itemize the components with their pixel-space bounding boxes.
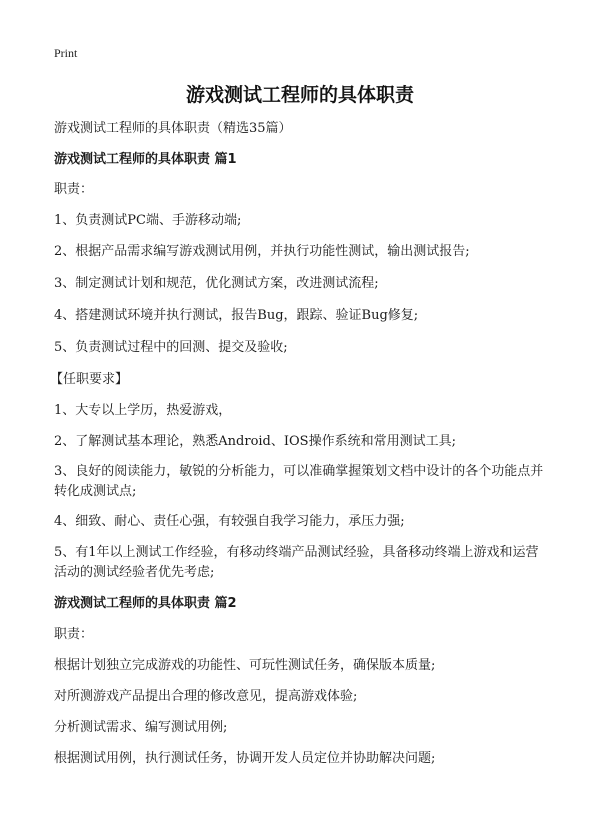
requirement-item: 2、了解测试基本理论，熟悉Android、IOS操作系统和常用测试工具; (54, 434, 456, 449)
section-1-duty-item: 1、负责测试PC端、手游移动端; (54, 213, 242, 228)
section-1-duty-item: 5、负责测试过程中的回测、提交及验收; (54, 340, 288, 355)
section-2-duty-item: 对所测游戏产品提出合理的修改意见，提高游戏体验; (54, 689, 358, 704)
section-1-duties-label: 职责： (54, 182, 94, 197)
page-title: 游戏测试工程师的具体职责 (185, 84, 414, 106)
section-2-duty-item: 根据测试用例，执行测试任务，协调开发人员定位并协助解决问题; (54, 751, 436, 766)
section-2-duty-item: 根据计划独立完成游戏的功能性、可玩性测试任务，确保版本质量; (54, 658, 436, 673)
requirement-item: 5、有1年以上测试工作经验，有移动终端产品测试经验，具备移动终端上游戏和运营活动的测试经验者优先考虑; (54, 545, 539, 580)
section-1-heading: 游戏测试工程师的具体职责 篇1 (54, 152, 237, 167)
intro-text: 游戏测试工程师的具体职责（精选35篇） (54, 121, 292, 136)
requirement-item: 1、大专以上学历，热爱游戏， (54, 403, 232, 418)
section-1-duty-item: 3、制定测试计划和规范，优化测试方案，改进测试流程; (54, 276, 379, 291)
section-1-duty-item: 4、搭建测试环境并执行测试，报告Bug，跟踪、验证Bug修复; (54, 308, 419, 323)
section-2-duties-label: 职责： (54, 627, 94, 642)
requirement-item: 4、细致、耐心、责任心强，有较强自我学习能力，承压力强; (54, 514, 405, 529)
section-2-duty-item: 分析测试需求、编写测试用例; (54, 720, 228, 735)
print-label: Print (54, 46, 78, 60)
section-2-heading: 游戏测试工程师的具体职责 篇2 (54, 596, 237, 611)
section-1-duty-item: 2、根据产品需求编写游戏测试用例，并执行功能性测试，输出测试报告; (54, 244, 470, 259)
requirements-heading: 【任职要求】 (50, 372, 129, 387)
requirement-item: 3、良好的阅读能力，敏锐的分析能力，可以准确掌握策划文档中设计的各个功能点并转化成测试点; (54, 464, 544, 499)
